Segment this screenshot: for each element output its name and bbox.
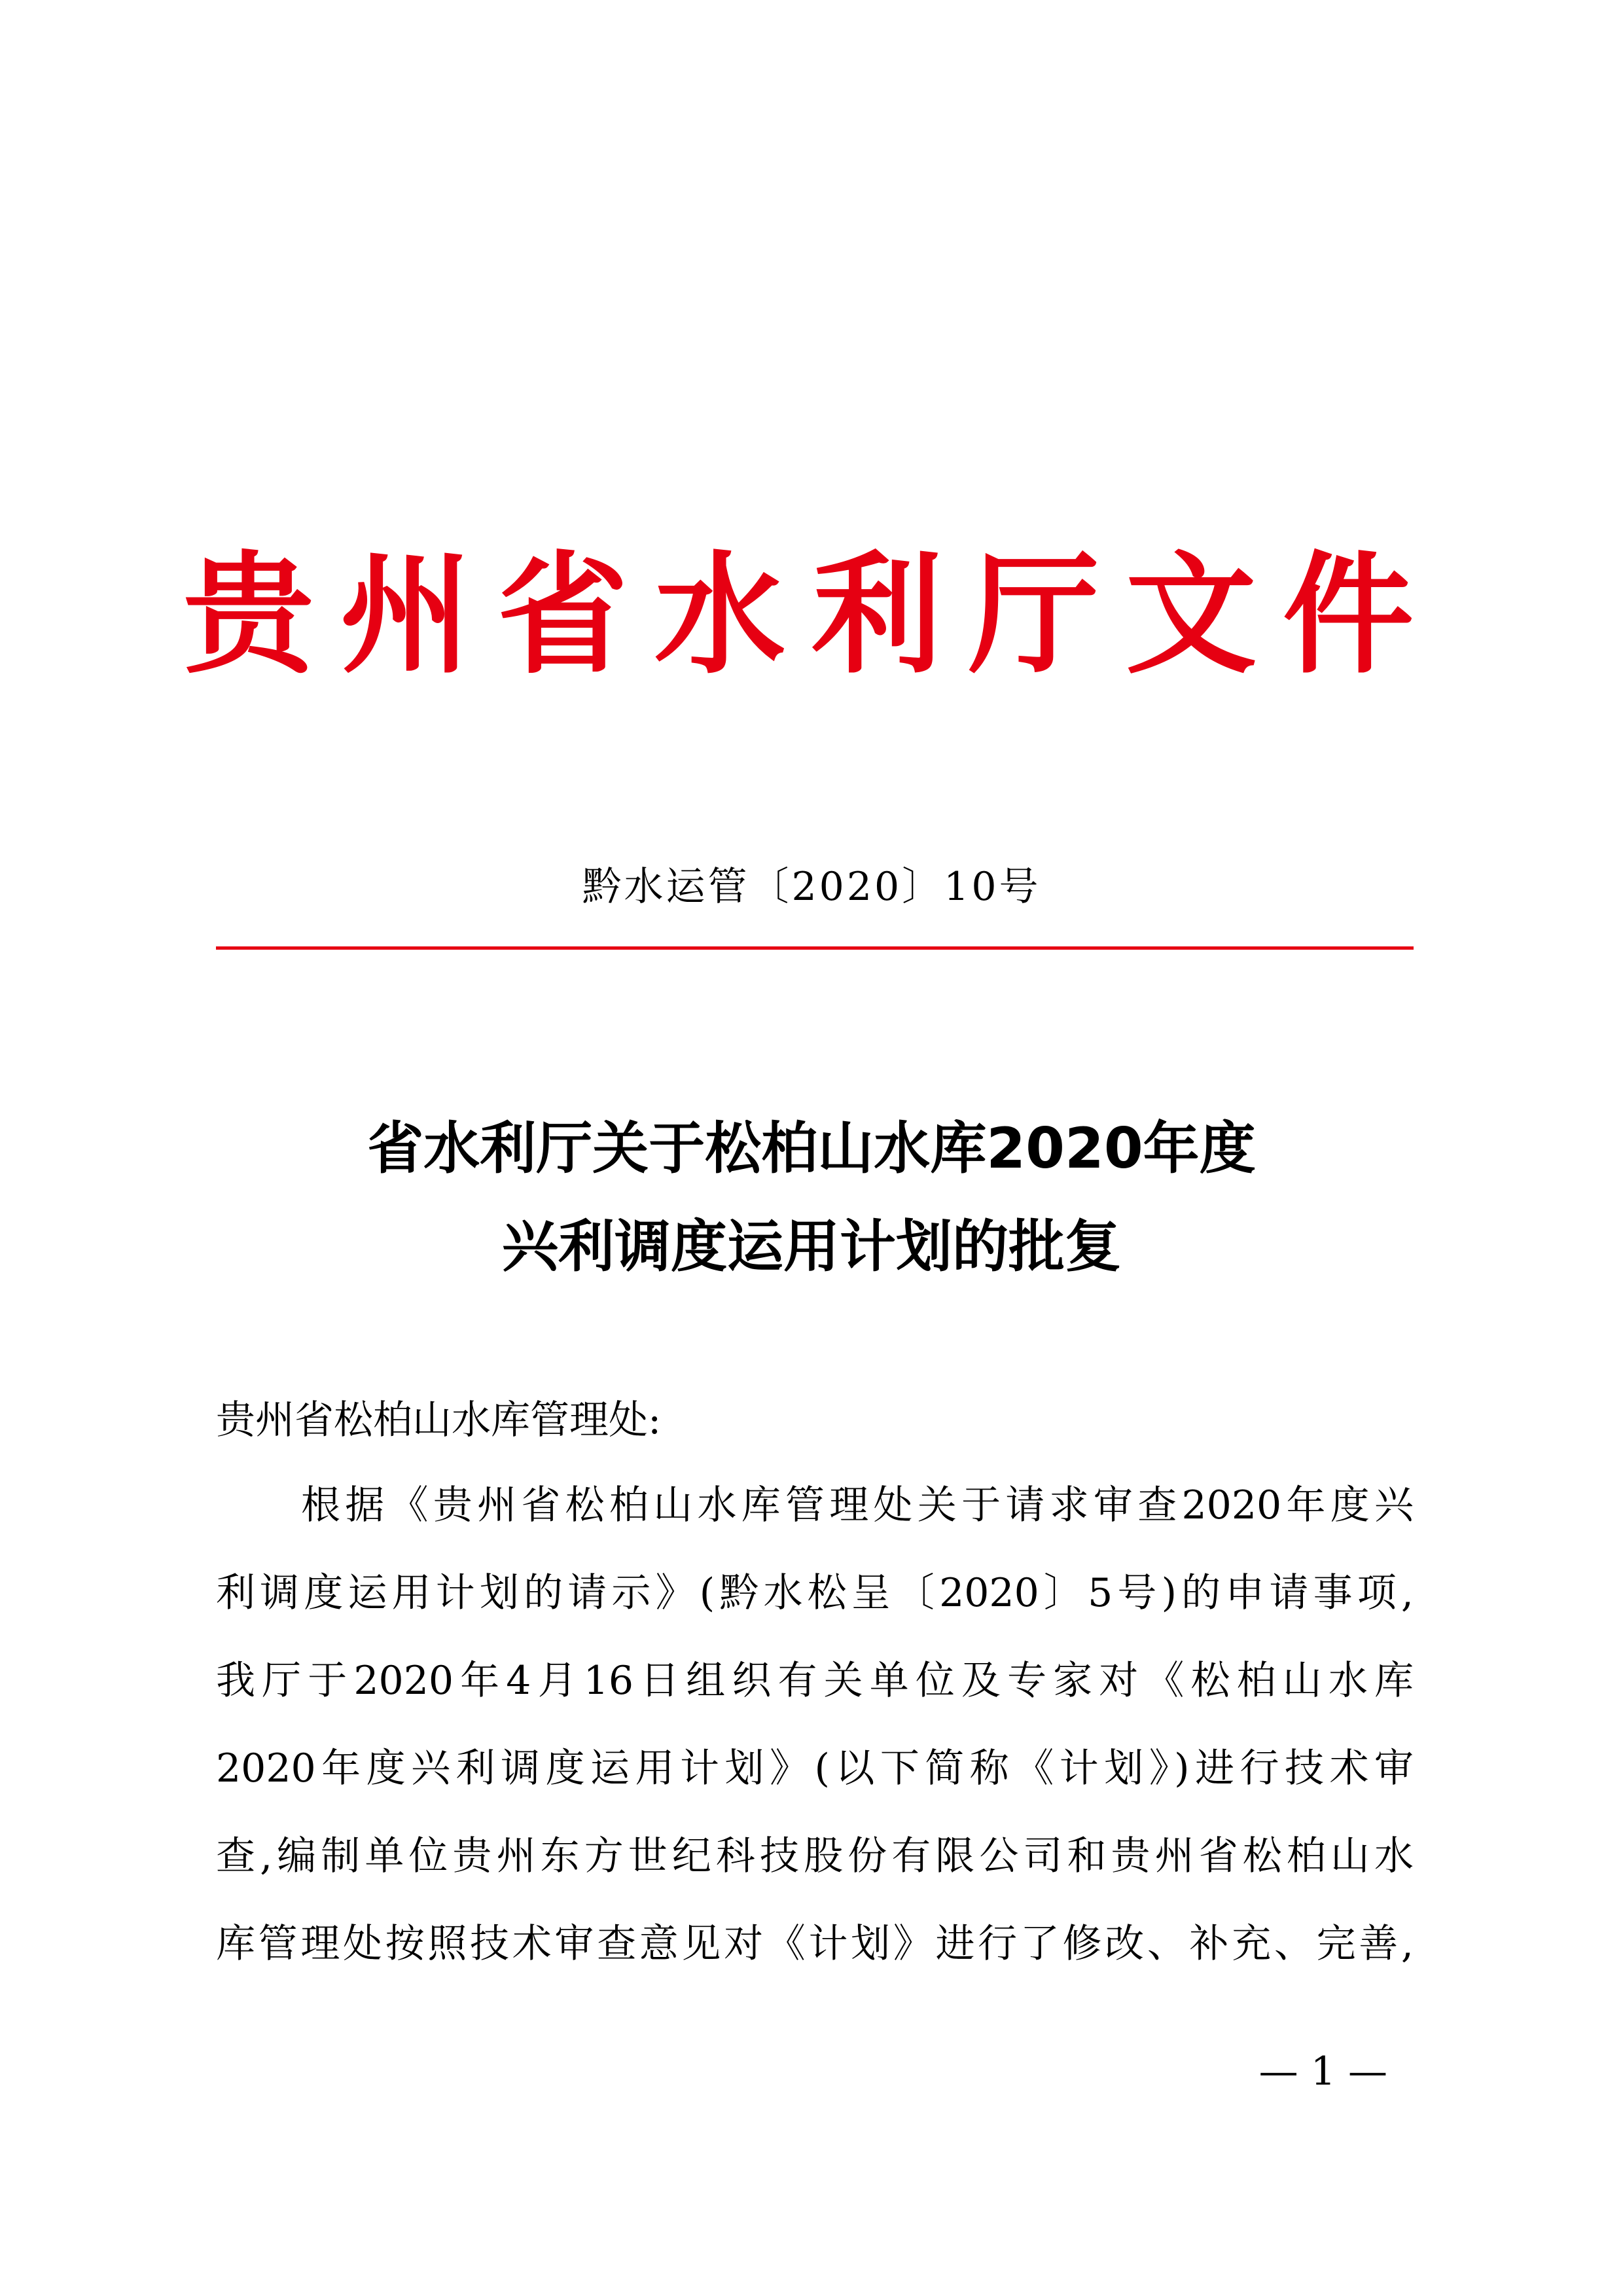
document-number: 黔水运管〔2020〕10号 — [582, 864, 1041, 910]
page-number: — 1 — — [1258, 2049, 1387, 2094]
title-line-1: 省水利厅关于松柏山水库2020年度 — [367, 1116, 1256, 1181]
body-line: 我厅于2020年4月16日组织有关单位及专家对《松柏山水库 — [216, 1658, 1414, 1704]
document-masthead: 贵州省水利厅文件 — [183, 538, 1440, 692]
body-line: 查,编制单位贵州东方世纪科技股份有限公司和贵州省松柏山水 — [216, 1833, 1414, 1879]
addressee: 贵州省松柏山水库管理处: — [216, 1397, 662, 1443]
title-line-2: 兴利调度运用计划的批复 — [502, 1214, 1121, 1280]
body-line: 库管理处按照技术审查意见对《计划》进行了修改、补充、完善, — [216, 1921, 1414, 1967]
body-line: 利调度运用计划的请示》(黔水松呈〔2020〕5号)的申请事项, — [216, 1570, 1414, 1616]
body-text — [216, 1473, 1414, 1999]
body-line: 2020年度兴利调度运用计划》(以下简称《计划》)进行技术审 — [216, 1746, 1414, 1791]
red-divider-line — [216, 946, 1414, 950]
body-line: 根据《贵州省松柏山水库管理处关于请求审查2020年度兴 — [301, 1482, 1414, 1528]
document-title — [0, 1100, 1623, 1296]
